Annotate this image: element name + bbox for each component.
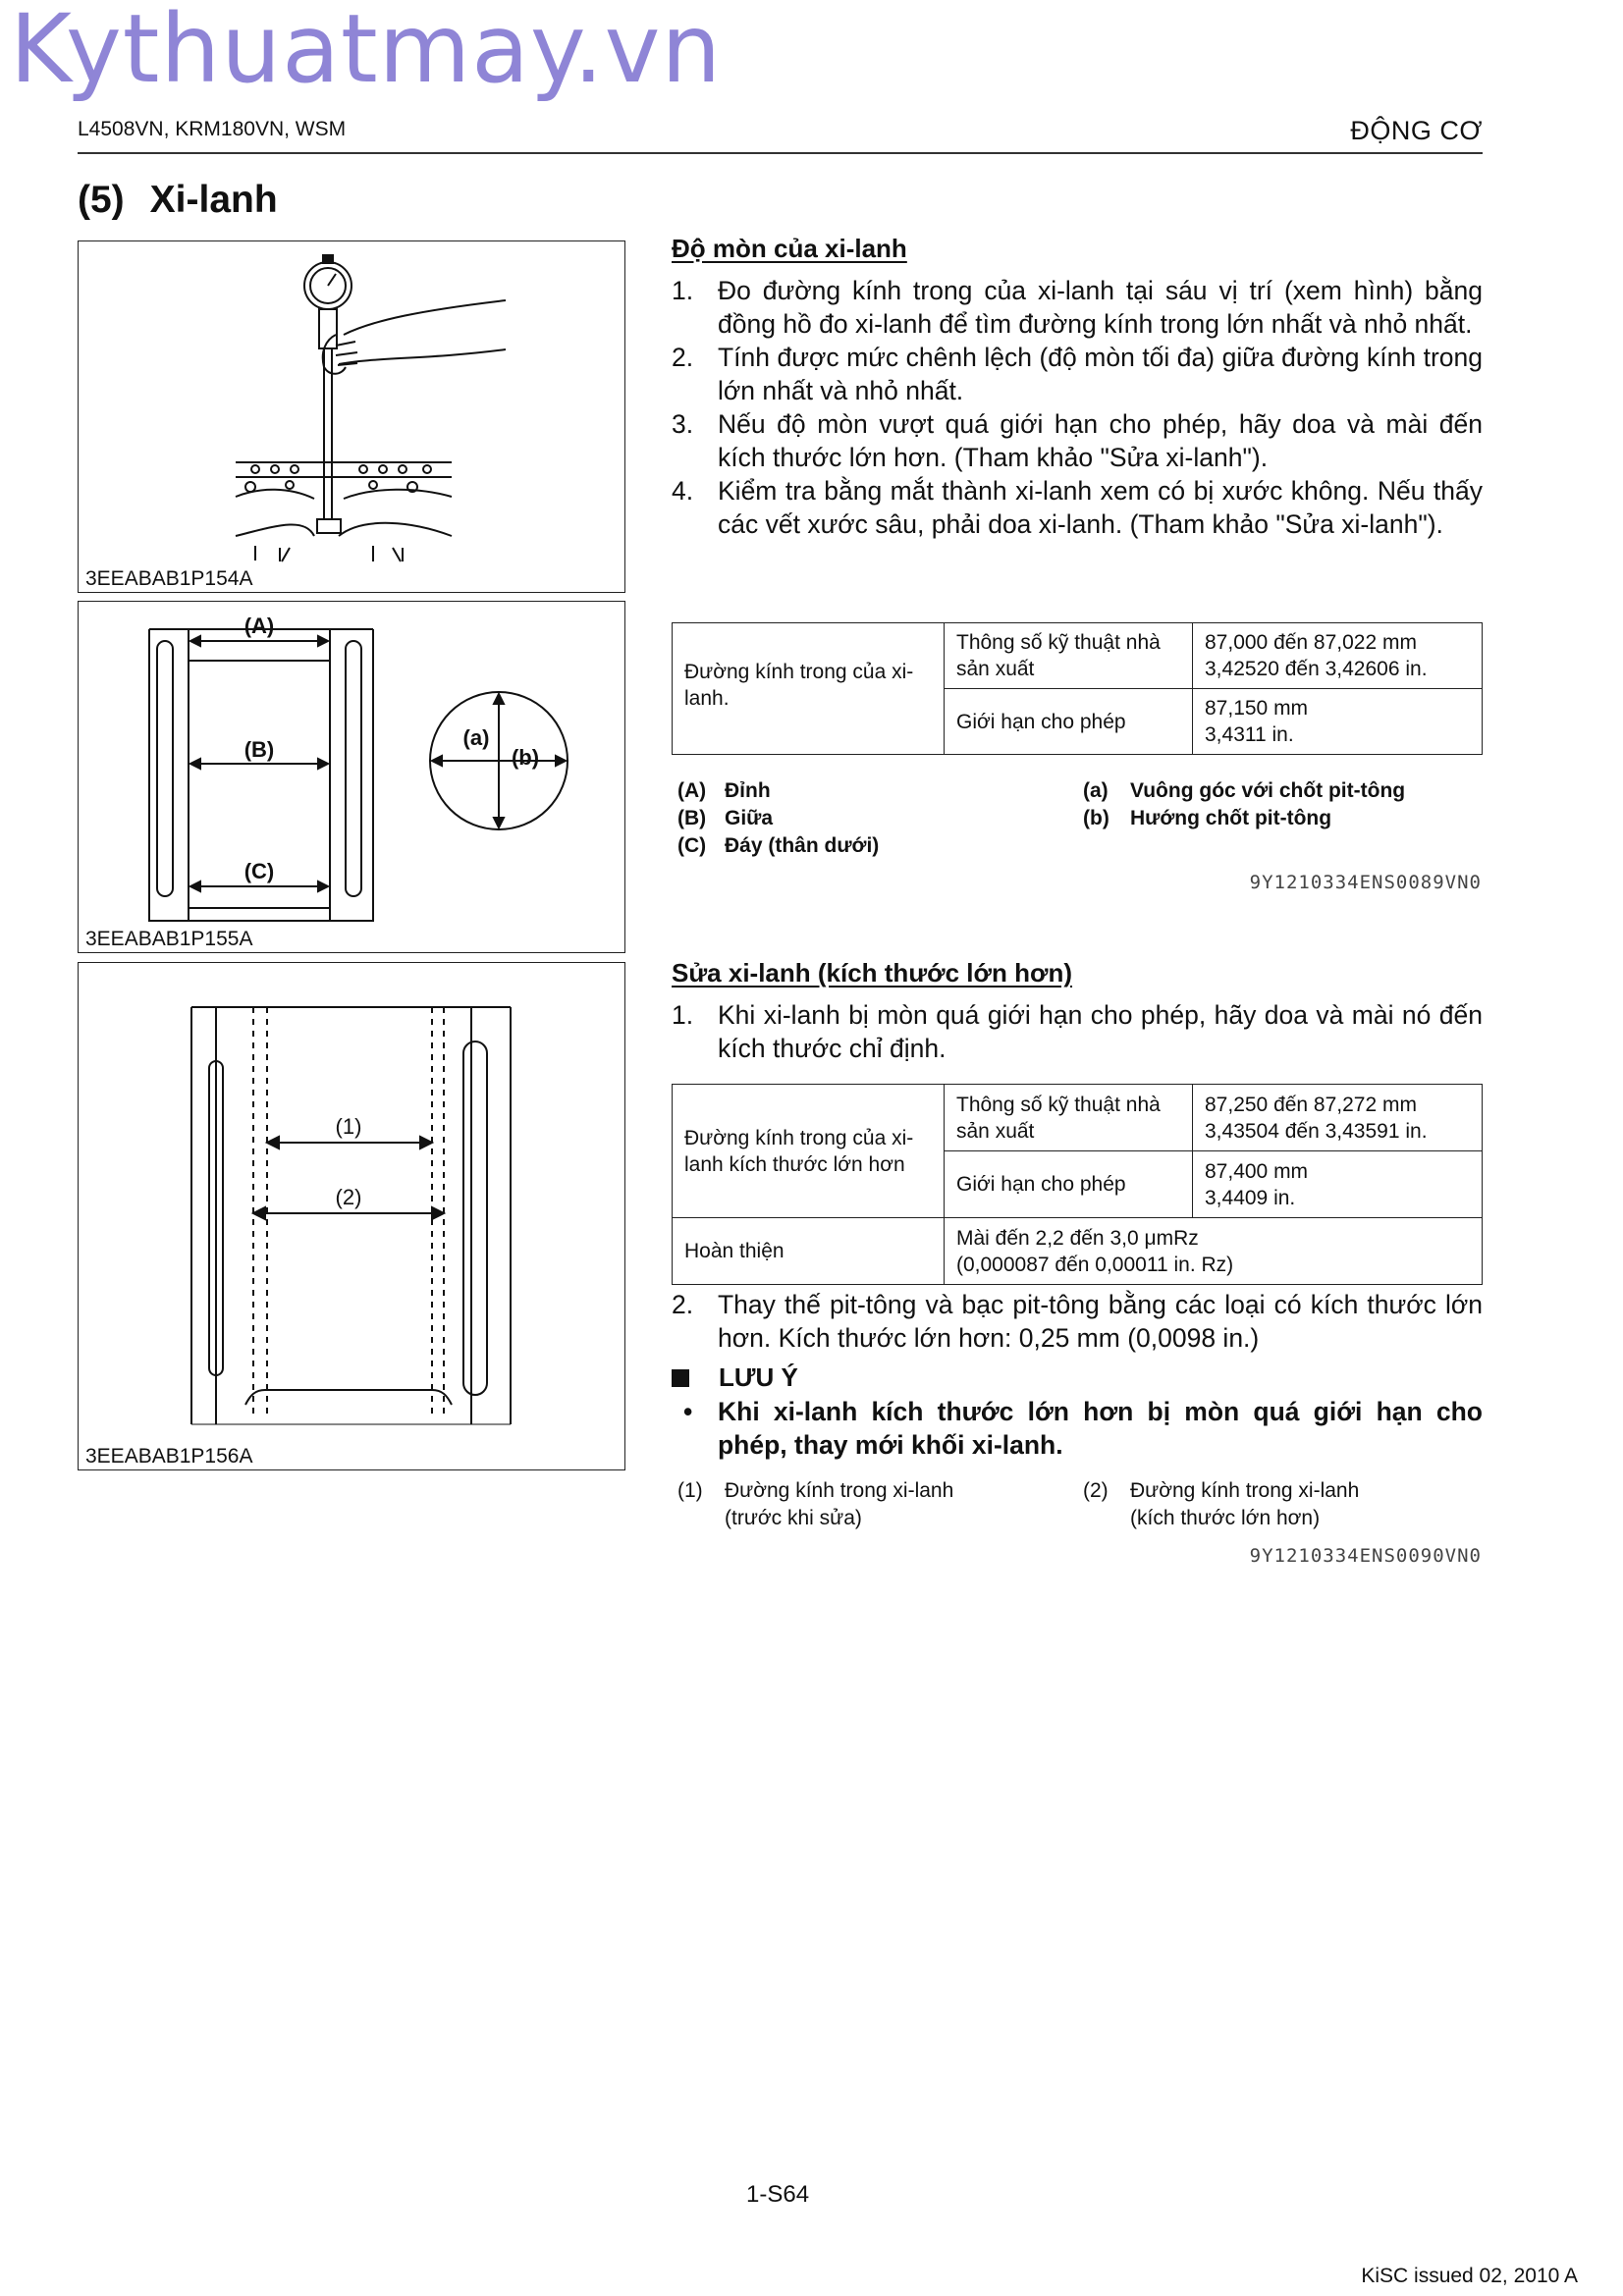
label-A: (A) [243,614,275,638]
section-title [78,179,303,222]
label-a: (a) [462,725,490,750]
wear-step: 3. Nếu độ mòn vượt quá giới hạn cho phép, hãy doa và mài đến kích thước lớn hơn. (Tham khảo "Sửa xi-lanh"). [672,409,1483,472]
figure-oversize [78,962,625,1470]
note-block [672,1362,1483,1462]
figure-caption: 3EEABAB1P156A [85,1445,253,1468]
bore-gauge-illustration [79,241,624,565]
repair-limit-label: Giới hạn cho phép [945,1151,1193,1218]
repair-spec-table-wrap [672,1084,1483,1285]
wear-limit-value: 87,150 mm 3,4311 in. [1193,689,1483,755]
figure-caption: 3EEABAB1P154A [85,567,253,590]
wear-step: 1. Đo đường kính trong của xi-lanh tại sáu vị trí (xem hình) bằng đồng hồ đo xi-lanh để tìm đường kính trong lớn nhất và nhỏ nhất. [672,276,1483,339]
wear-heading: Độ mòn của xi-lanh [672,234,907,263]
wear-section [672,234,1483,541]
wear-legend-right: (a) Vuông góc với chốt pit-tông (b) Hướng chốt pit-tông [1083,779,1406,829]
repair-section [672,958,1483,1065]
bullet-icon: • [683,1397,693,1426]
header-model: L4508VN, KRM180VN, WSM [78,118,347,140]
repair-spec-table [672,1084,1483,1285]
header-chapter: ĐỘNG CƠ [1350,116,1483,145]
wear-item: Đường kính trong của xi-lanh. [673,623,945,755]
label-B: (B) [243,737,275,762]
repair-item: Đường kính trong của xi-lanh kích thước lớn hơn [673,1085,945,1218]
note-heading: LƯU Ý [719,1362,798,1392]
figure-measure-positions [78,601,625,953]
note-text: Khi xi-lanh kích thước lớn hơn bị mòn quá giới hạn cho phép, thay mới khối xi-lanh. [718,1397,1483,1460]
label-2: (2) [335,1185,362,1209]
issue-info: KiSC issued 02, 2010 A [1361,2265,1578,2287]
wear-step: 4. Kiểm tra bằng mắt thành xi-lanh xem có bị xước không. Nếu thấy các vết xước sâu, phải doa xi-lanh. (Tham khảo "Sửa xi-lanh"). [672,476,1483,539]
watermark-logo: Kythuatmay.vn [10,0,723,104]
label-b: (b) [511,745,540,770]
wear-step: 2. Tính được mức chênh lệch (độ mòn tối đa) giữa đường kính trong lớn nhất và nhỏ nhất. [672,343,1483,405]
figure-caption: 3EEABAB1P155A [85,928,253,950]
repair-legend-right: (2) Đường kính trong xi-lanh (kích thước lớn hơn) [1083,1479,1360,1529]
repair-finish-value: Mài đến 2,2 đến 3,0 μmRz (0,000087 đến 0,00011 in. Rz) [945,1218,1483,1285]
section-name: Xi-lanh [149,179,278,221]
repair-spec-label: Thông số kỹ thuật nhà sản xuất [945,1085,1193,1151]
label-1: (1) [335,1114,362,1139]
repair-finish-label: Hoàn thiện [673,1218,945,1285]
wear-spec-value: 87,000 đến 87,022 mm 3,42520 đến 3,42606 in. [1193,623,1483,689]
header-rule [78,152,1483,154]
repair-limit-value: 87,400 mm 3,4409 in. [1193,1151,1483,1218]
wear-limit-label: Giới hạn cho phép [945,689,1193,755]
wear-spec-label: Thông số kỹ thuật nhà sản xuất [945,623,1193,689]
wear-steps [672,274,1483,541]
repair-step-1: 1. Khi xi-lanh bị mòn quá giới hạn cho phép, hãy doa và mài nó đến kích thước chỉ định. [672,1000,1483,1063]
label-C: (C) [243,859,275,883]
note-square-icon [672,1369,689,1387]
repair-legend-left: (1) Đường kính trong xi-lanh (trước khi sửa) [677,1479,954,1529]
figure-bore-gauge [78,240,625,593]
repair-heading: Sửa xi-lanh (kích thước lớn hơn) [672,958,1073,988]
section-number: (5) [78,179,125,221]
repair-spec-value: 87,250 đến 87,272 mm 3,43504 đến 3,43591 in. [1193,1085,1483,1151]
wear-doc-code: 9Y1210334ENS0089VN0 [1249,872,1482,893]
repair-doc-code: 9Y1210334ENS0090VN0 [1249,1545,1482,1567]
measure-positions-illustration [79,602,624,926]
oversize-illustration [79,963,624,1444]
wear-legend-left: (A) Đỉnh (B) Giữa (C) Đáy (thân dưới) [677,779,880,857]
wear-spec-table [672,622,1483,755]
page-number: 1-S64 [746,2181,810,2208]
repair-step-2: 2. Thay thế pit-tông và bạc pit-tông bằng các loại có kích thước lớn hơn. Kích thước lớn hơn: 0,25 mm (0,0098 in.) [672,1290,1483,1353]
wear-spec-table-wrap [672,622,1483,755]
